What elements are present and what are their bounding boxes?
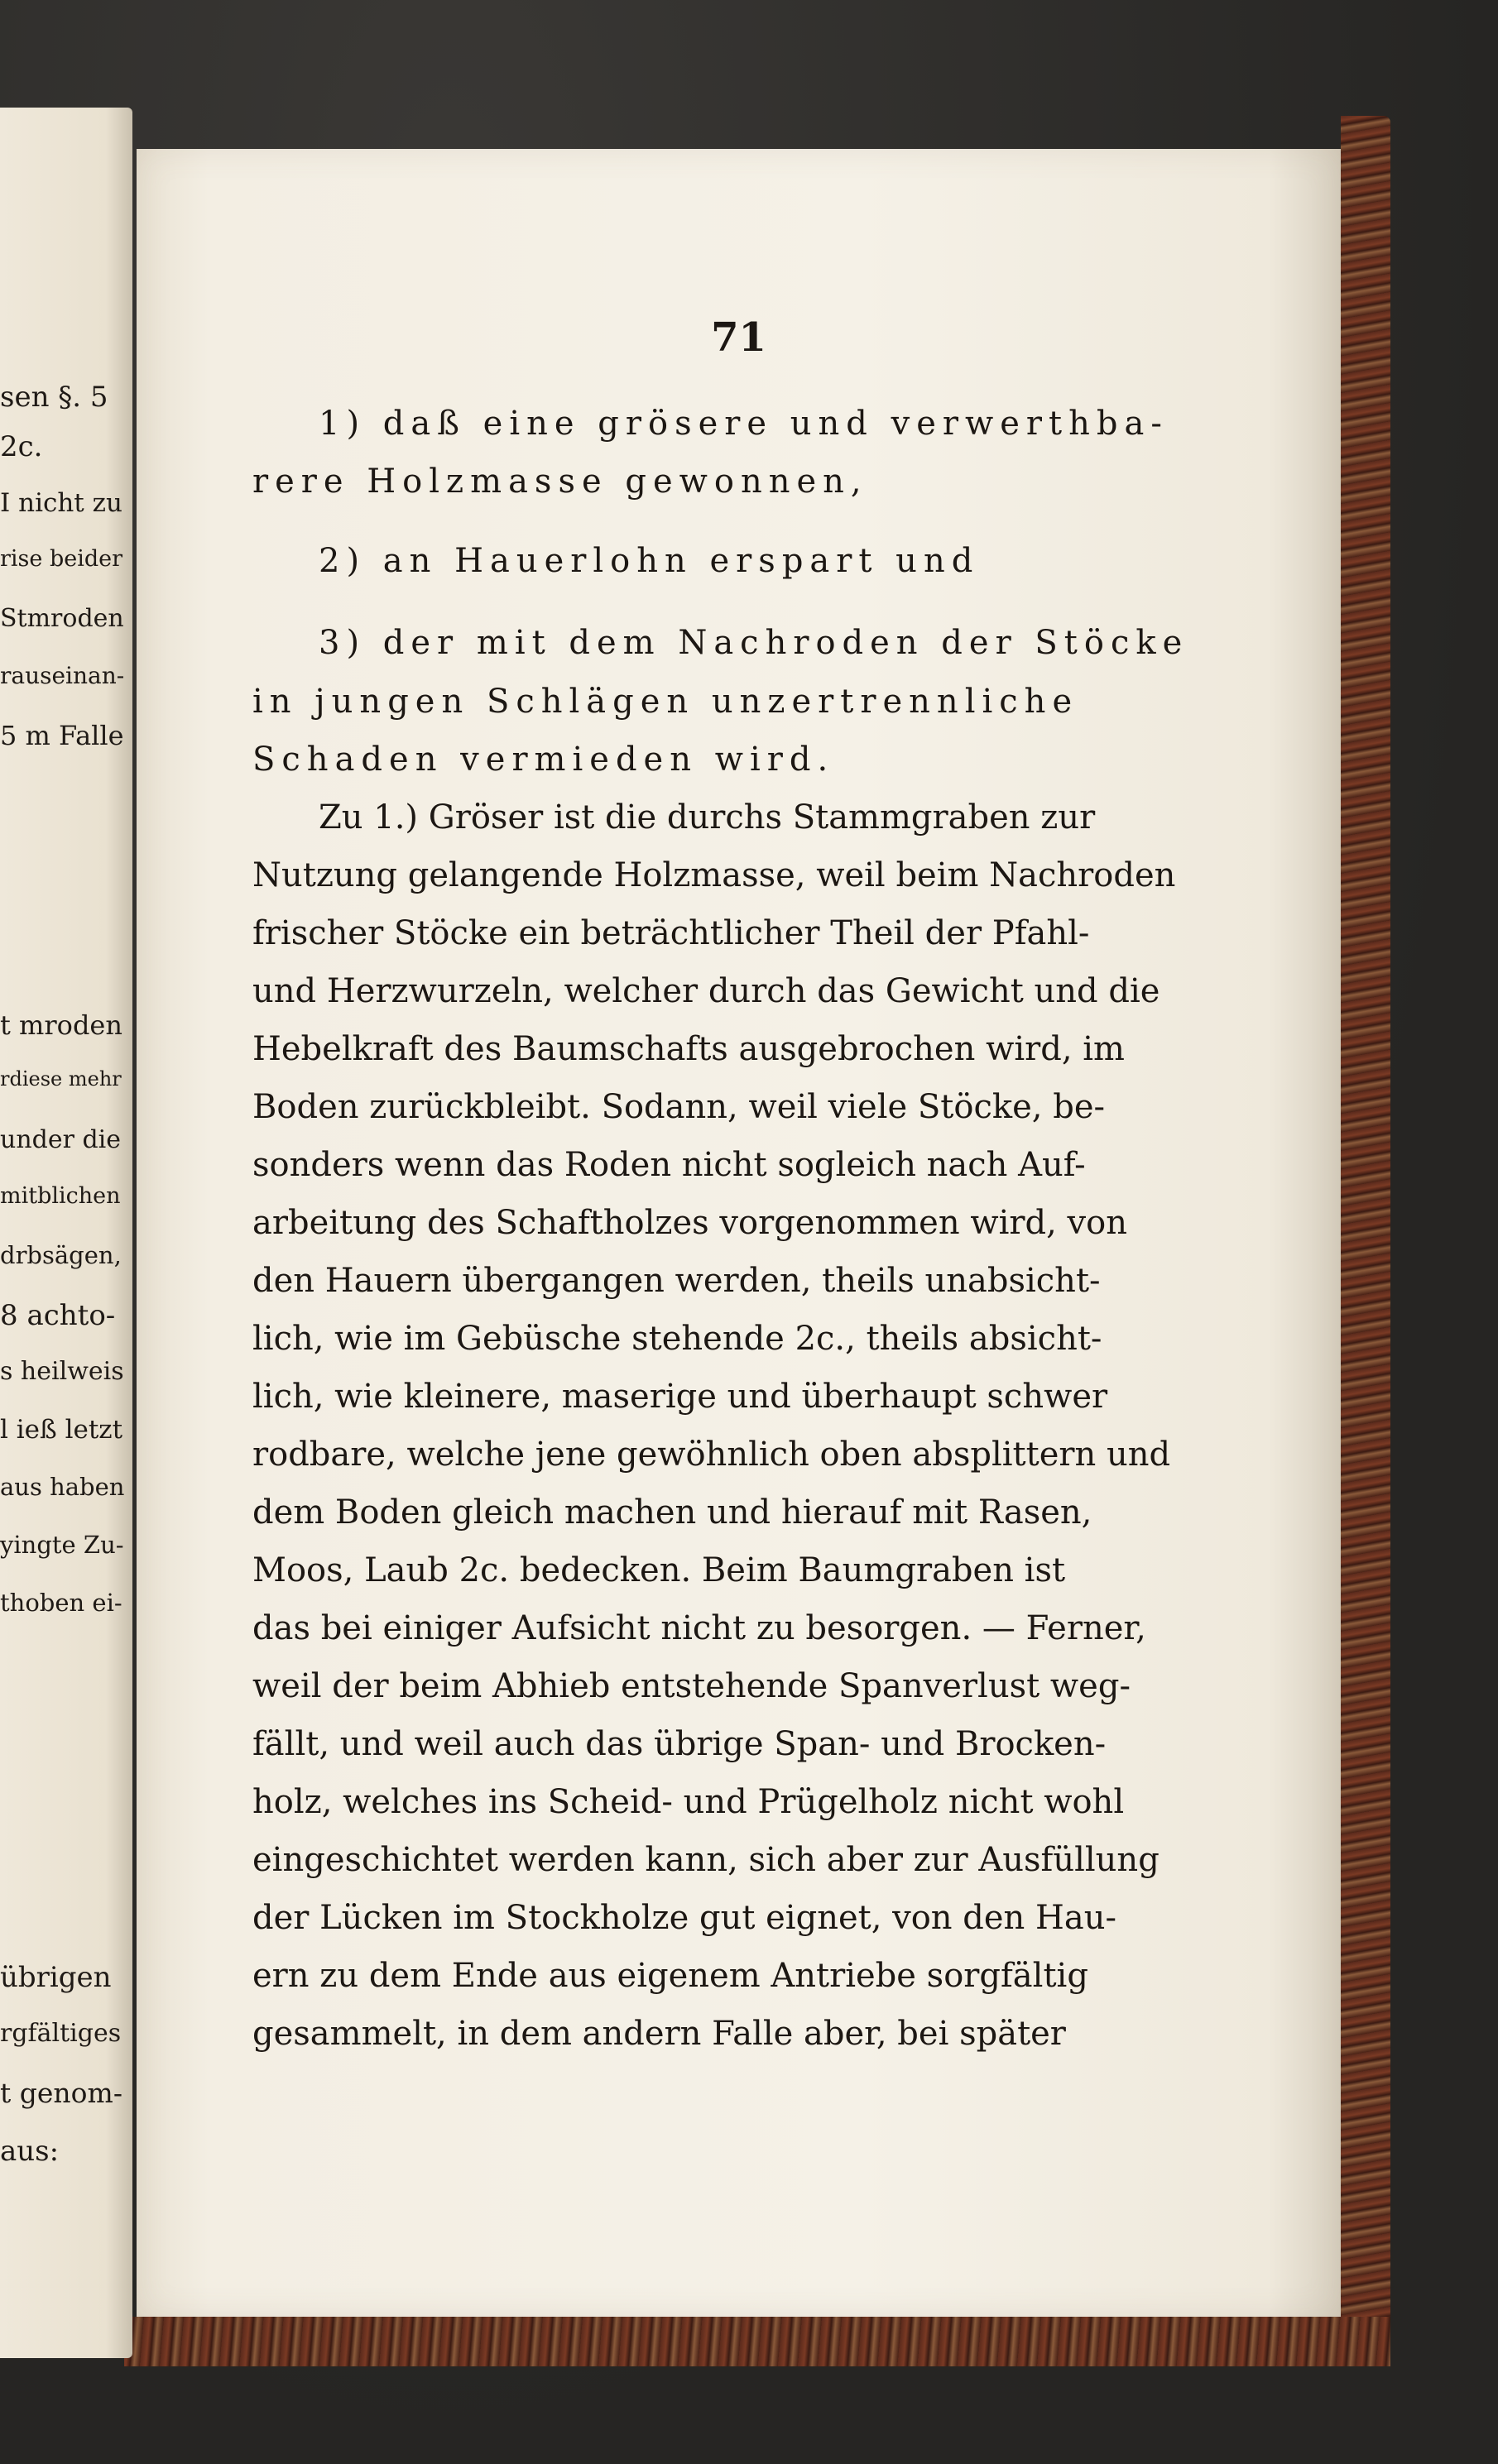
text-line: das bei einiger Aufsicht nicht zu besorgen. — Ferner,: [252, 1609, 1146, 1647]
text-line: Zu 1.) Gröser ist die durchs Stammgraben zur: [319, 798, 1096, 837]
fragment-line: yingte Zu-: [0, 1531, 124, 1559]
fragment-line: s heilweis: [0, 1357, 124, 1386]
text-line: dem Boden gleich machen und hierauf mit Rasen,: [252, 1493, 1092, 1532]
text-line: ern zu dem Ende aus eigenem Antriebe sorgfältig: [252, 1957, 1088, 1995]
fragment-line: rise beider: [0, 546, 123, 572]
text-line: fällt, und weil auch das übrige Span- und Brocken-: [252, 1725, 1107, 1763]
text-line: der Lücken im Stockholze gut eignet, von den Hau-: [252, 1899, 1117, 1937]
text-line: 2) an Hauerlohn erspart und: [319, 542, 980, 580]
text-line: Moos, Laub 2c. bedecken. Beim Baumgraben ist: [252, 1551, 1066, 1589]
text-line: rodbare, welche jene gewöhnlich oben absplittern und: [252, 1436, 1171, 1474]
text-line: sonders wenn das Roden nicht sogleich nach Auf-: [252, 1146, 1086, 1184]
fragment-line: 5 m Falle: [0, 720, 124, 751]
fragment-line: drbsägen,: [0, 1241, 122, 1269]
text-line: holz, welches ins Scheid- und Prügelholz nicht wohl: [252, 1783, 1125, 1821]
marbled-cover-bottom: [124, 2317, 1390, 2366]
text-line: eingeschichtet werden kann, sich aber zur Ausfüllung: [252, 1841, 1160, 1879]
text-line: arbeitung des Schaftholzes vorgenommen wird, von: [252, 1204, 1127, 1242]
fragment-line: under die: [0, 1125, 122, 1154]
fragment-line: aus haben: [0, 1473, 125, 1501]
fragment-line: 8 achto-: [0, 1299, 116, 1332]
fragment-line: übrigen: [0, 1961, 112, 1994]
fragment-line: rauseinan-: [0, 662, 125, 689]
fragment-line: t genom-: [0, 2077, 122, 2109]
fragment-line: rgfältiges: [0, 2019, 122, 2048]
text-line: 1) daß eine grösere und verwerthba-: [319, 405, 1169, 443]
text-line: in jungen Schlägen unzertrennliche: [252, 683, 1079, 721]
previous-page-edge: [0, 108, 132, 2358]
fragment-line: sen §. 5: [0, 381, 108, 414]
fragment-line: t mroden: [0, 1009, 122, 1041]
text-line: und Herzwurzeln, welcher durch das Gewicht und die: [252, 972, 1160, 1010]
text-line: Schaden vermieden wird.: [252, 741, 835, 779]
book-page: [137, 149, 1341, 2317]
text-line: den Hauern übergangen werden, theils unabsicht-: [252, 1262, 1101, 1300]
fragment-line: 2c.: [0, 430, 43, 463]
text-line: rere Holzmasse gewonnen,: [252, 463, 868, 501]
text-line: 3) der mit dem Nachroden der Stöcke: [319, 624, 1189, 662]
page-number: 71: [711, 314, 766, 361]
fragment-line: thoben ei-: [0, 1589, 122, 1617]
fragment-line: Stmroden: [0, 604, 124, 633]
fragment-line: l ieß letzt: [0, 1415, 123, 1445]
text-line: lich, wie im Gebüsche stehende 2c., theils absicht-: [252, 1320, 1102, 1358]
fragment-line: rdiese mehr: [0, 1067, 122, 1091]
fragment-line: I nicht zu: [0, 488, 122, 518]
text-line: lich, wie kleinere, maserige und überhaupt schwer: [252, 1378, 1108, 1416]
text-line: weil der beim Abhieb entstehende Spanverlust weg-: [252, 1667, 1131, 1705]
fragment-line: mitblichen: [0, 1183, 121, 1209]
text-line: gesammelt, in dem andern Falle aber, bei später: [252, 2015, 1066, 2053]
marbled-cover-edge: [1341, 116, 1390, 2366]
text-line: Nutzung gelangende Holzmasse, weil beim Nachroden: [252, 856, 1176, 894]
fragment-line: aus:: [0, 2135, 60, 2168]
text-line: frischer Stöcke ein beträchtlicher Theil der Pfahl-: [252, 914, 1090, 952]
text-line: Hebelkraft des Baumschafts ausgebrochen wird, im: [252, 1030, 1125, 1068]
text-line: Boden zurückbleibt. Sodann, weil viele Stöcke, be-: [252, 1088, 1105, 1126]
